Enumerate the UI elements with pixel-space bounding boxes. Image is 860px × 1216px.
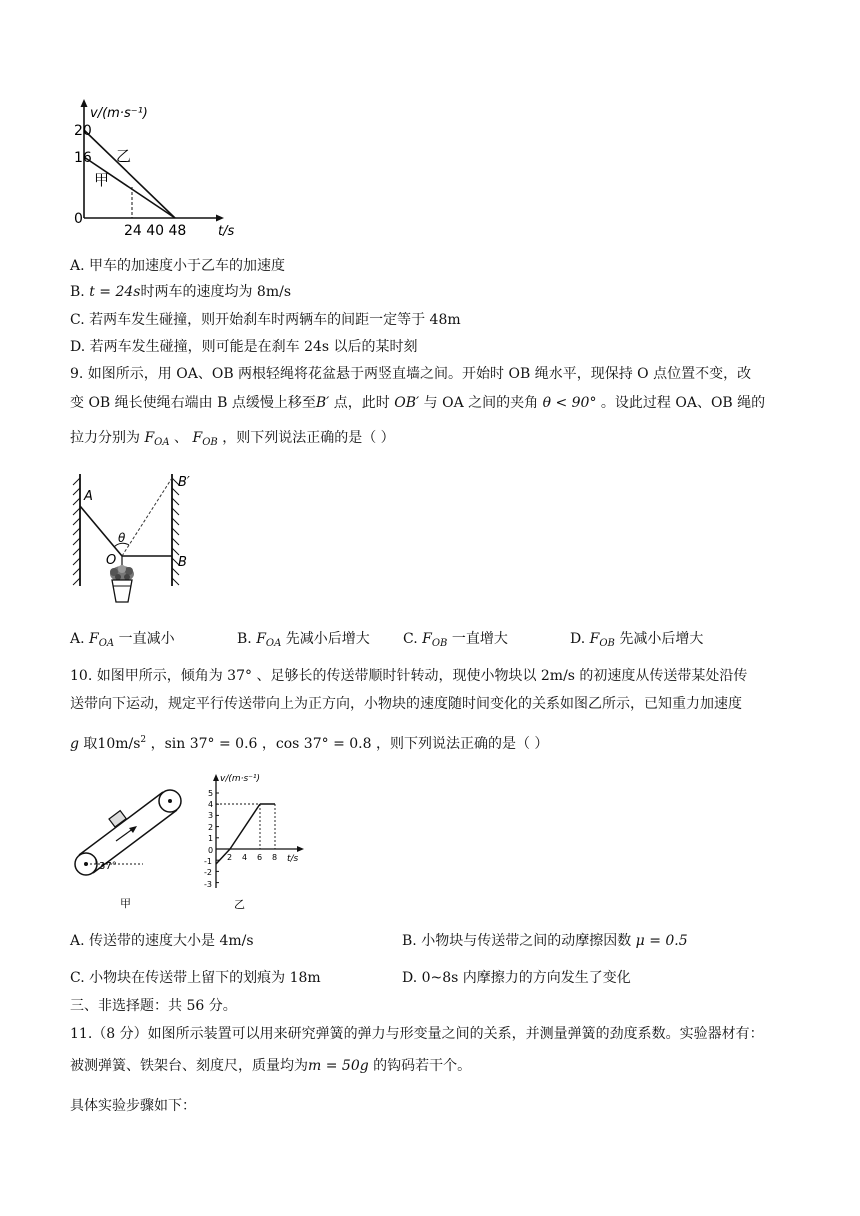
q10-line3-sup: 2 <box>140 735 147 745</box>
q10-conveyor-figure <box>68 784 198 914</box>
q10-ytick-m1: -1 <box>204 857 212 866</box>
q9-figure <box>66 470 206 610</box>
q11-line2-a: 被测弹簧、铁架台、刻度尺，质量均为 <box>70 1058 308 1074</box>
q8-label-jia: 甲 <box>94 171 110 189</box>
q9-opt-a-text: 一直减小 <box>114 631 175 647</box>
q10-line3-f: ， <box>257 736 276 752</box>
q9-label-a: A <box>84 489 93 504</box>
q10-vt-graph <box>200 770 320 915</box>
q9-opt-d-text: 先减小后增大 <box>614 631 704 647</box>
q10-ytick-0: 0 <box>208 846 214 855</box>
q10-line1-angle: 37° <box>227 668 252 684</box>
q11-line1: 11.（8 分）如图所示装置可以用来研究弹簧的弹力与形变量之间的关系，并测量弹簧的劲度系数。实验器材有： <box>70 1026 764 1042</box>
q10-ytick-3: 3 <box>208 811 214 820</box>
q9-option-c <box>403 629 508 654</box>
q9-line1: 9. 如图所示，用 OA、OB 两根轻绳将花盆悬于两竖直墙之间。开始时 OB 绳水平，现保持 O 点位置不变，改 <box>70 366 752 382</box>
q10-opt-b-math: μ = 0.5 <box>635 933 688 949</box>
q9-option-a <box>70 629 175 654</box>
q9-line2-d: OB′ <box>394 395 420 411</box>
q10-ylabel: v/(m·s⁻¹) <box>220 774 261 784</box>
q9-opt-a-pre: A. <box>70 631 90 647</box>
q9-line3-f1: F <box>144 430 155 446</box>
q8-option-d: D. 若两车发生碰撞，则可能是在刹车 24s 以后的某时刻 <box>70 339 418 355</box>
q8-option-c: C. 若两车发生碰撞，则开始刹车时两辆车的间距一定等于 48m <box>70 312 461 328</box>
q10-line-seg2 <box>230 804 260 849</box>
q9-opt-b-f: F <box>256 631 266 647</box>
q10-line3-c: 10m/s <box>97 736 141 752</box>
q9-line2 <box>70 393 765 413</box>
q8-label-yi: 乙 <box>116 147 132 165</box>
q10-line3-h: ，则下列说法正确的是（ ） <box>371 736 549 752</box>
q9-label-o: O <box>106 553 117 568</box>
q9-opt-c-pre: C. <box>403 631 423 647</box>
q10-ytick-2: 2 <box>208 823 214 832</box>
q9-opt-d-f: F <box>589 631 600 647</box>
q10-xtick-6: 6 <box>257 853 263 862</box>
q9-line2-c: 点，此时 <box>329 395 395 411</box>
section-three-heading: 三、非选择题：共 56 分。 <box>70 998 237 1014</box>
q11-line3: 具体实验步骤如下： <box>70 1098 196 1114</box>
q10-ytick-m3: -3 <box>204 880 212 889</box>
q10-option-c: C. 小物块在传送带上留下的划痕为 18m <box>70 970 321 986</box>
q9-opt-c-f: F <box>422 631 432 647</box>
q10-line1-a: 10. 如图甲所示，倾角为 <box>70 668 228 684</box>
q8-ylabel: v/(m·s⁻¹) <box>90 106 148 121</box>
q8-vt-graph <box>70 95 235 240</box>
q10-line3-g: g <box>70 736 79 752</box>
q8-xlabel: t/s <box>218 224 235 239</box>
q10-ytick-m2: -2 <box>204 868 212 877</box>
q10-ytick-4: 4 <box>208 800 214 809</box>
q10-xtick-2: 2 <box>227 853 233 862</box>
q10-line3 <box>70 730 548 754</box>
q9-line3 <box>70 428 395 453</box>
q9-opt-a-f: F <box>89 631 99 647</box>
q9-option-d <box>570 629 703 654</box>
q10-line3-d: ， <box>146 736 165 752</box>
q10-ytick-5: 5 <box>208 789 214 798</box>
q9-label-theta: θ <box>118 531 126 545</box>
q9-opt-a-sub: OA <box>98 638 115 649</box>
q9-opt-b-text: 先减小后增大 <box>281 631 370 647</box>
q10-option-b <box>402 931 688 951</box>
q10-option-d: D. 0~8s 内摩擦力的方向发生了变化 <box>402 970 631 986</box>
q9-line2-f: θ < 90° <box>542 395 597 411</box>
q10-line2: 送带向下运动，规定平行传送带向上为正方向，小物块的速度随时间变化的关系如图乙所示，已知重力加速度 <box>70 696 742 712</box>
q9-line3-f1-sub: OA <box>154 437 170 448</box>
q9-opt-d-pre: D. <box>570 631 590 647</box>
q9-opt-b-pre: B. <box>237 631 257 647</box>
q8-ytick-16: 16 <box>74 150 92 166</box>
q8-ytick-0: 0 <box>74 211 83 227</box>
q8-option-b <box>70 282 291 302</box>
flower-pot-icon <box>110 565 134 602</box>
q10-angle-label: 37° <box>99 861 117 872</box>
q10-opt-b-pre: B. 小物块与传送带之间的动摩擦因数 <box>402 933 636 949</box>
q9-label-bp: B′ <box>178 475 190 490</box>
q10-xtick-8: 8 <box>272 853 278 862</box>
q9-line2-e: 与 OA 之间的夹角 <box>419 395 543 411</box>
q8-option-a: A. 甲车的加速度小于乙车的加速度 <box>70 258 286 274</box>
q11-line2-c: 的钩码若干个。 <box>368 1058 472 1074</box>
q10-ytick-1: 1 <box>208 834 214 843</box>
q9-line3-e: ，则下列说法正确的是（ ） <box>217 430 395 446</box>
q8-xticks: 24 40 48 <box>124 223 187 239</box>
q9-line2-a: 变 OB 绳长使绳右端由 B 点缓慢上移至 <box>70 395 316 411</box>
q8-option-b-math: t = 24s <box>89 284 141 300</box>
q9-opt-c-text: 一直增大 <box>447 631 508 647</box>
q10-xtick-4: 4 <box>242 853 248 862</box>
q9-label-b: B <box>178 555 187 570</box>
q9-line3-f2: F <box>192 430 203 446</box>
q9-line3-a: 拉力分别为 <box>70 430 145 446</box>
q10-line1-c: 、足够长的传送带顺时针转动，现使小物块以 2m/s 的初速度从传送带某处沿传 <box>252 668 748 684</box>
q10-line1 <box>70 666 747 686</box>
q9-line3-c: 、 <box>169 430 193 446</box>
q8-option-b-prefix: B. <box>70 284 90 300</box>
q10-line3-sin: sin 37° = 0.6 <box>164 736 258 752</box>
q10-line3-cos: cos 37° = 0.8 <box>275 736 372 752</box>
q9-opt-d-sub: OB <box>599 638 615 649</box>
q8-ytick-20: 20 <box>74 123 92 139</box>
q9-opt-b-sub: OA <box>265 638 282 649</box>
q9-line2-b: B′ <box>315 395 330 411</box>
block-icon <box>109 811 126 827</box>
q9-option-b <box>237 629 370 654</box>
q11-line2 <box>70 1056 471 1076</box>
q10-line3-b: 取 <box>78 736 98 752</box>
rope-obp <box>122 478 172 556</box>
q10-caption-jia: 甲 <box>120 897 131 910</box>
q9-line2-g: 。设此过程 OA、OB 绳的 <box>596 395 766 411</box>
q10-option-a: A. 传送带的速度大小是 4m/s <box>70 933 254 949</box>
rope-oa <box>80 506 122 556</box>
q10-caption-yi: 乙 <box>234 898 245 911</box>
q8-option-b-suffix: 时两车的速度均为 8m/s <box>140 284 292 300</box>
q9-opt-c-sub: OB <box>431 638 448 649</box>
q10-xlabel: t/s <box>287 854 299 864</box>
q11-line2-mass: m = 50g <box>308 1058 369 1074</box>
q9-line3-f2-sub: OB <box>202 437 218 448</box>
